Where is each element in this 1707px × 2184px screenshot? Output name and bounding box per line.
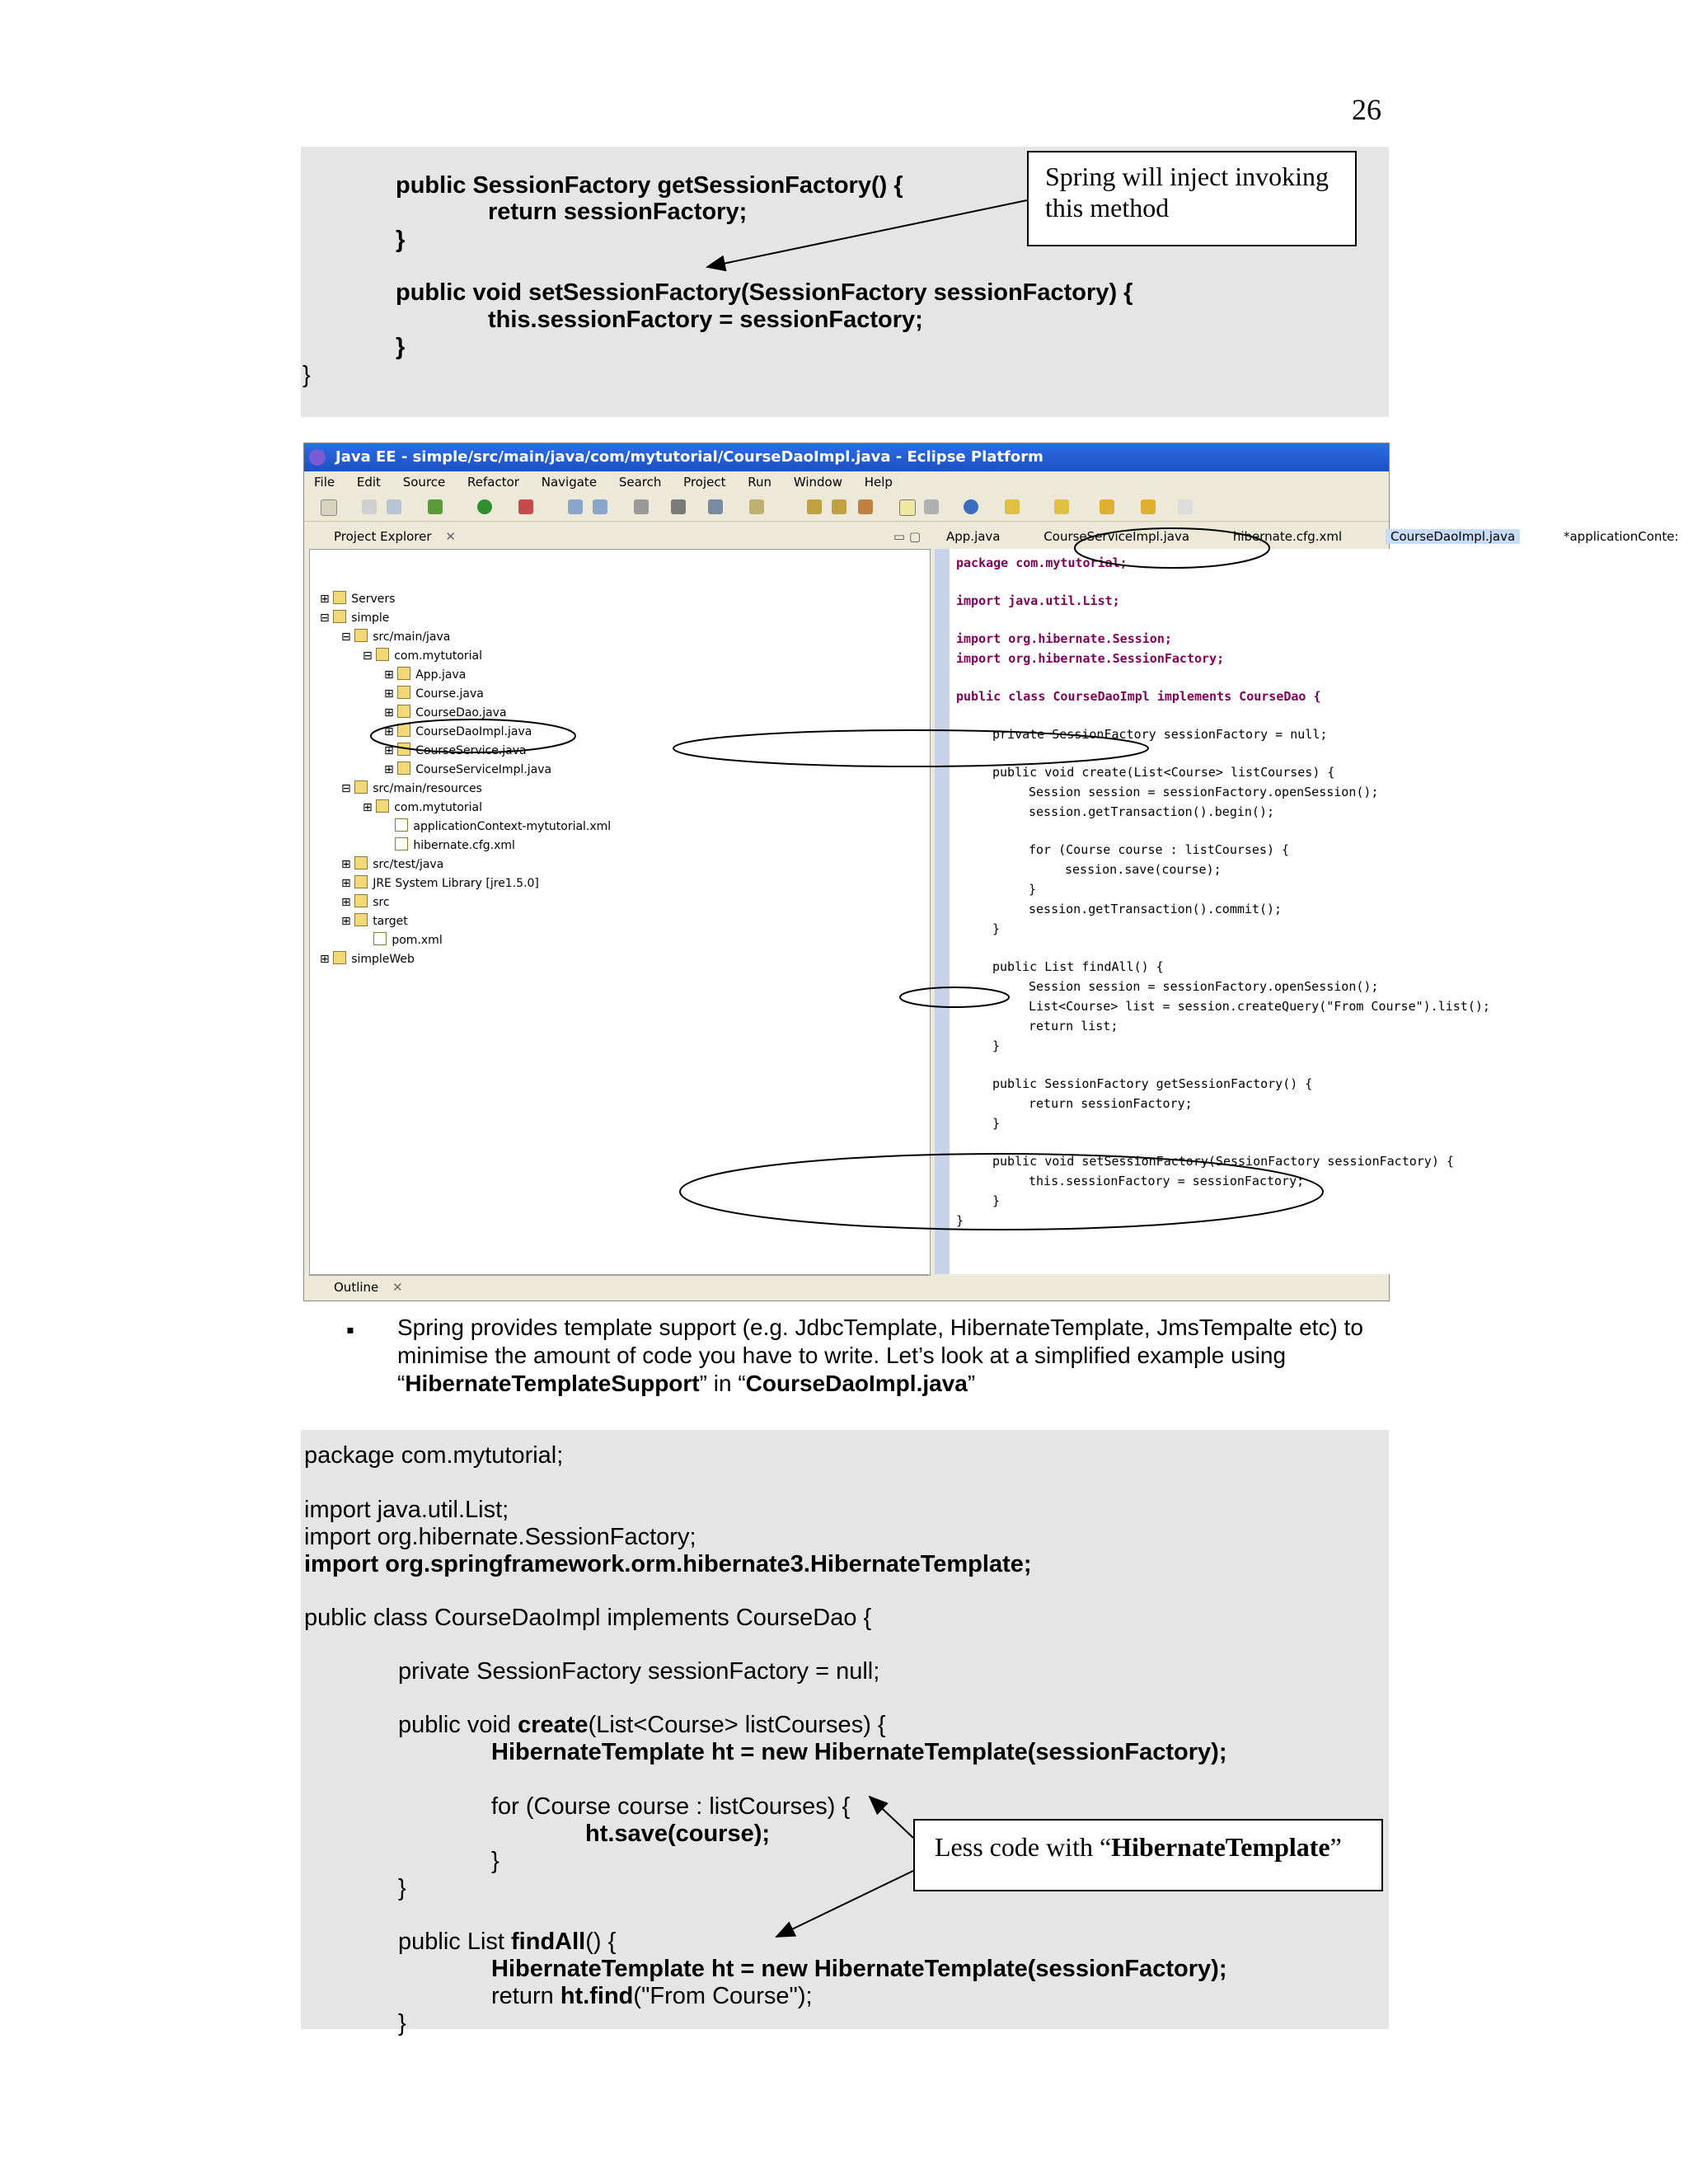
code-line: } <box>992 1116 1001 1131</box>
highlight-ellipse <box>371 719 575 752</box>
code-line: } <box>491 1848 499 1874</box>
code-line: } <box>992 1193 1001 1208</box>
code-line: public void setSessionFactory(SessionFactory sessionFactory) { <box>992 1154 1454 1169</box>
bullet-marker: ▪ <box>346 1317 354 1343</box>
close-icon[interactable]: ✕ <box>392 1280 403 1295</box>
code-line: } <box>992 1038 1001 1053</box>
tree-item[interactable]: pom.xml <box>363 932 443 947</box>
code-line: HibernateTemplate ht = new HibernateTemplate(sessionFactory); <box>491 1956 1227 1982</box>
code-line: ht.save(course); <box>585 1821 771 1847</box>
menu-help[interactable]: Help <box>864 475 893 490</box>
tree-item[interactable]: ⊞ simpleWeb <box>320 953 415 966</box>
menu-project[interactable]: Project <box>683 475 726 490</box>
highlight-ellipse <box>1075 528 1269 568</box>
menu-source[interactable]: Source <box>402 475 446 490</box>
code-line: } <box>956 1213 964 1228</box>
code-line: import java.util.List; <box>304 1497 509 1523</box>
page-number: 26 <box>1352 93 1381 126</box>
tree-item[interactable]: ⊞ Servers <box>320 593 396 606</box>
code-line: } <box>992 921 1001 936</box>
code-line: public SessionFactory getSessionFactory() { <box>396 172 903 199</box>
tree-item[interactable]: ⊟ src/main/java <box>341 630 451 644</box>
menu-run[interactable]: Run <box>748 475 772 490</box>
code-line: } <box>396 227 406 253</box>
tree-item[interactable]: ⊞ src/test/java <box>341 858 444 871</box>
tab-applicationcontext[interactable]: *applicationConte: <box>1563 529 1679 544</box>
code-line: } <box>396 334 406 360</box>
code-line: public List findAll() { <box>398 1929 617 1955</box>
code-line: package com.mytutorial; <box>956 555 1128 570</box>
tree-item[interactable]: hibernate.cfg.xml <box>384 837 515 852</box>
code-line: private SessionFactory sessionFactory = null; <box>992 727 1328 742</box>
tree-item[interactable]: ⊞ CourseServiceImpl.java <box>384 763 552 776</box>
code-line: public class CourseDaoImpl implements CourseDao { <box>304 1605 872 1631</box>
callout-inject: Spring will inject invoking this method <box>1027 151 1357 246</box>
code-line: import org.hibernate.Session; <box>956 631 1172 646</box>
menu-navigate[interactable]: Navigate <box>541 475 598 490</box>
code-line: this.sessionFactory = sessionFactory; <box>488 307 923 333</box>
tree-item[interactable]: ⊟ com.mytutorial <box>363 649 482 663</box>
code-line: session.save(course); <box>1065 862 1222 877</box>
code-line: import org.springframework.orm.hibernate3.HibernateTemplate; <box>304 1551 1032 1577</box>
code-line: import java.util.List; <box>956 593 1120 608</box>
window-title: Java EE - simple/src/main/java/com/mytutorial/CourseDaoImpl.java - Eclipse Platform <box>335 448 1043 466</box>
code-line: } <box>398 1875 406 1901</box>
close-icon[interactable]: ✕ <box>445 529 456 544</box>
code-line: Session session = sessionFactory.openSession(); <box>1029 979 1379 994</box>
bullet-paragraph: Spring provides template support (e.g. JdbcTemplate, HibernateTemplate, JmsTempalte etc) to minimise the amount of code you have to write. Let’s look at a simplified example using “HibernateTemplateSupport” in “CourseDaoImpl.java” <box>397 1315 1363 1396</box>
tab-hibernate-cfg-xml[interactable]: hibernate.cfg.xml <box>1232 529 1343 544</box>
menu-window[interactable]: Window <box>793 475 842 490</box>
highlight-ellipse <box>673 730 1148 766</box>
tree-item[interactable]: ⊞ CourseDao.java <box>384 706 507 719</box>
code-line: return sessionFactory; <box>1029 1096 1193 1111</box>
code-line: public void setSessionFactory(SessionFactory sessionFactory) { <box>396 279 1133 306</box>
tab-app-java[interactable]: App.java <box>946 529 1001 544</box>
tree-item[interactable]: ⊟ src/main/resources <box>341 782 482 795</box>
code-line: private SessionFactory sessionFactory = null; <box>398 1658 880 1685</box>
code-line: for (Course course : listCourses) { <box>491 1793 851 1820</box>
code-line: } <box>302 362 311 388</box>
project-explorer-title[interactable]: Project Explorer <box>334 529 432 544</box>
code-line: session.getTransaction().begin(); <box>1029 804 1275 819</box>
code-line: public void create(List<Course> listCourses) { <box>398 1712 886 1738</box>
code-line: List<Course> list = session.createQuery("From Course").list(); <box>1029 999 1490 1014</box>
tree-item[interactable]: ⊞ com.mytutorial <box>363 801 482 814</box>
code-line: Session session = sessionFactory.openSession(); <box>1029 785 1379 799</box>
highlight-ellipse <box>680 1154 1323 1230</box>
code-line: public SessionFactory getSessionFactory() { <box>992 1076 1313 1091</box>
tree-item[interactable]: ⊟ simple <box>320 612 390 625</box>
code-line: public class CourseDaoImpl implements CourseDao { <box>956 689 1321 704</box>
code-line: } <box>1029 882 1037 897</box>
code-line: package com.mytutorial; <box>304 1442 564 1469</box>
tree-item-selected[interactable]: ⊞ CourseDaoImpl.java <box>384 725 532 738</box>
arrow-less-code-up <box>870 1797 913 1838</box>
code-line: for (Course course : listCourses) { <box>1029 842 1290 857</box>
code-line: return sessionFactory; <box>488 199 748 225</box>
tree-item[interactable]: ⊞ Course.java <box>384 687 484 701</box>
tab-coursedaoimpl-java[interactable]: CourseDaoImpl.java <box>1386 529 1520 544</box>
tree-item[interactable]: ⊞ target <box>341 915 408 928</box>
code-line: return list; <box>1029 1019 1118 1033</box>
menu-refactor[interactable]: Refactor <box>467 475 519 490</box>
minimize-maximize-icon[interactable]: ▭ ▢ <box>893 529 921 544</box>
tree-item[interactable]: ⊞ src <box>341 896 390 909</box>
arrow-less-code-down <box>776 1871 913 1937</box>
code-line: public List findAll() { <box>992 959 1164 974</box>
code-line: public void create(List<Course> listCourses) { <box>992 765 1335 780</box>
code-line: import org.hibernate.SessionFactory; <box>956 651 1225 666</box>
code-line: import org.hibernate.SessionFactory; <box>304 1524 696 1550</box>
menu-edit[interactable]: Edit <box>356 475 381 490</box>
menu-file[interactable]: File <box>314 475 335 490</box>
arrow-inject <box>707 200 1027 267</box>
code-line: } <box>398 2010 406 2036</box>
code-line: HibernateTemplate ht = new HibernateTemplate(sessionFactory); <box>491 1739 1227 1765</box>
code-line: session.getTransaction().commit(); <box>1029 902 1283 916</box>
highlight-ellipse <box>900 987 1009 1007</box>
tree-item[interactable]: ⊞ JRE System Library [jre1.5.0] <box>341 877 539 890</box>
tree-item[interactable]: ⊞ App.java <box>384 668 467 682</box>
tree-item[interactable]: ⊞ CourseService.java <box>384 744 527 757</box>
tree-item[interactable]: applicationContext-mytutorial.xml <box>384 818 611 833</box>
callout-hibernatetemplate: Less code with “HibernateTemplate” <box>913 1819 1383 1891</box>
tab-courseserviceimpl-java[interactable]: CourseServiceImpl.java <box>1043 529 1190 544</box>
menu-search[interactable]: Search <box>618 475 662 490</box>
code-line: return ht.find("From Course"); <box>491 1983 813 2009</box>
outline-title[interactable]: Outline <box>334 1280 379 1295</box>
code-line: this.sessionFactory = sessionFactory; <box>1029 1174 1305 1188</box>
